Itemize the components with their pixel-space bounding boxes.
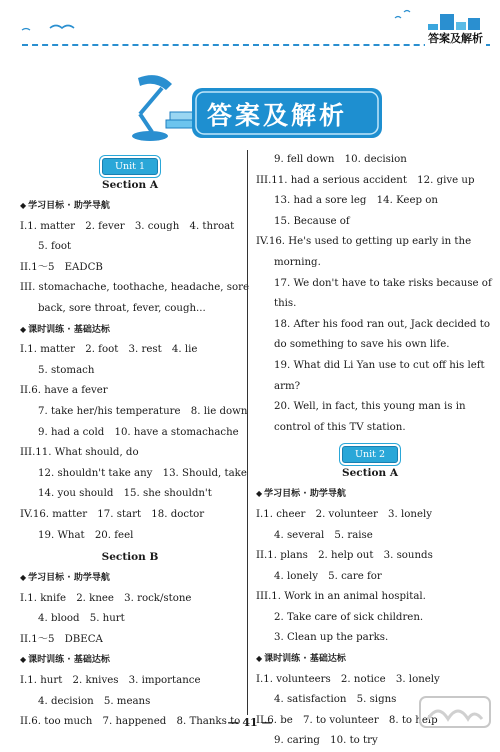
subsection-label: 课时训练 · 基础达标	[264, 654, 346, 665]
diamond-icon: ◆	[20, 655, 27, 665]
answer-block	[20, 340, 248, 546]
answer-line: 4. lonely 5. care for	[274, 570, 382, 582]
diamond-icon: ◆	[20, 573, 27, 583]
answer-line: 5. foot	[38, 241, 72, 253]
answer-line: II.6. too much 7. happened 8. Thanks to	[20, 716, 241, 728]
answer-line: III.1. Work in an animal hospital.	[256, 591, 426, 603]
subsection-title	[20, 650, 240, 671]
answer-line: 14. you should 15. she shouldn't	[38, 488, 212, 500]
answer-line: 7. take her/his temperature 8. lie down	[38, 405, 248, 417]
answer-line: 2. Take care of sick children.	[274, 611, 424, 623]
answer-line: I.1. hurt 2. knives 3. importance	[20, 675, 201, 687]
answer-line: II.1. plans 2. help out 3. sounds	[256, 550, 433, 562]
answer-block	[256, 505, 484, 649]
desk-lamp-icon	[132, 75, 172, 141]
section-heading: Section A	[342, 467, 398, 480]
subsection-label: 学习目标 · 助学导航	[28, 201, 110, 211]
column-divider	[247, 150, 248, 715]
page-number: — 41 —	[227, 716, 273, 729]
answer-line: 20. Well, in fact, this young man is in	[274, 401, 466, 413]
diamond-icon: ◆	[20, 201, 27, 210]
answer-line: I.1. knife 2. knee 3. rock/stone	[20, 592, 192, 604]
answer-line: 19. What 20. feel	[38, 529, 134, 541]
answer-line: II.1～5 EADCB	[20, 261, 103, 273]
answer-line: 3. Clean up the parks.	[274, 632, 389, 644]
answer-line: III.11. had a serious accident 12. give up	[256, 174, 475, 186]
subsection-title	[20, 196, 240, 217]
subsection-title	[256, 649, 484, 670]
answer-line: back, sore throat, fever, cough...	[38, 302, 206, 314]
answer-line: III.11. What should, do	[20, 447, 139, 459]
answer-line: 9. caring 10. to try	[274, 735, 378, 747]
diamond-icon: ◆	[256, 654, 263, 664]
answer-line: 9. fell down 10. decision	[274, 154, 407, 165]
bird-icon	[50, 26, 74, 29]
answer-line: I.1. matter 2. foot 3. rest 4. lie	[20, 344, 198, 356]
answer-line: 4. decision 5. means	[38, 695, 151, 707]
answer-line: 4. satisfaction 5. signs	[274, 694, 397, 706]
header-label: 答案及解析	[425, 30, 486, 46]
answer-line: I.1. cheer 2. volunteer 3. lonely	[256, 508, 432, 520]
answer-line: 17. We don't have to take risks because of	[274, 277, 492, 289]
diamond-icon: ◆	[256, 489, 263, 499]
answer-line: this.	[274, 298, 297, 310]
answer-line: II.1～5 DBECA	[20, 633, 103, 645]
subsection-title	[20, 320, 240, 341]
subsection-label: 课时训练 · 基础达标	[28, 324, 110, 335]
answer-line: 19. What did Li Yan use to cut off his left	[274, 359, 485, 371]
answer-line: control of this TV station.	[274, 421, 406, 433]
answer-line: arm?	[274, 380, 301, 392]
bird-icon	[395, 17, 401, 19]
subsection-label: 课时训练 · 基础达标	[28, 655, 110, 666]
answer-line: IV.16. matter 17. start 18. doctor	[20, 508, 205, 520]
answer-line: 4. blood 5. hurt	[38, 613, 125, 625]
unit-row	[20, 150, 240, 174]
answer-line: 12. shouldn't take any 13. Should, take	[38, 467, 247, 479]
answer-line: I.1. volunteers 2. notice 3. lonely	[256, 673, 440, 685]
section-heading: Section A	[102, 179, 158, 191]
subsection-label: 学习目标 · 助学导航	[264, 489, 346, 500]
right-column	[256, 150, 492, 752]
header-rule	[22, 44, 490, 46]
unit-badge: Unit 1	[102, 158, 158, 175]
answer-block	[256, 150, 492, 438]
section-heading: Section B	[101, 551, 159, 564]
unit-row	[256, 438, 484, 462]
bird-icon	[22, 29, 30, 31]
answer-line: 15. Because of	[274, 215, 350, 227]
bird-icon	[404, 11, 410, 13]
answer-line: IV.16. He's used to getting up early in the	[256, 236, 472, 248]
banner-title: 答案及解析	[206, 101, 347, 130]
answer-line: II.6. be 7. to volunteer 8. to help	[256, 714, 438, 726]
diamond-icon: ◆	[20, 324, 27, 334]
answer-line: morning.	[274, 256, 321, 268]
answer-line: 13. had a sore leg 14. Keep on	[274, 195, 438, 207]
subsection-title	[20, 568, 240, 589]
answer-line: 5. stomach	[38, 364, 95, 376]
answer-line: II.6. have a fever	[20, 385, 108, 397]
answer-line: 9. had a cold 10. have a stomachache	[38, 426, 239, 438]
unit-badge: Unit 2	[342, 446, 398, 463]
watermark-logo	[418, 695, 492, 729]
answer-line: 18. After his food ran out, Jack decided to	[274, 318, 491, 330]
answer-line: do something to save his own life.	[274, 339, 450, 351]
answer-block	[20, 589, 240, 651]
answer-line: I.1. matter 2. fever 3. cough 4. throat	[20, 220, 235, 232]
answer-line: III. stomachache, toothache, headache, sore	[20, 282, 250, 294]
answer-block	[20, 217, 250, 320]
subsection-label: 学习目标 · 助学导航	[28, 573, 110, 584]
subsection-title	[256, 484, 484, 505]
answer-line: 4. several 5. raise	[274, 529, 373, 541]
